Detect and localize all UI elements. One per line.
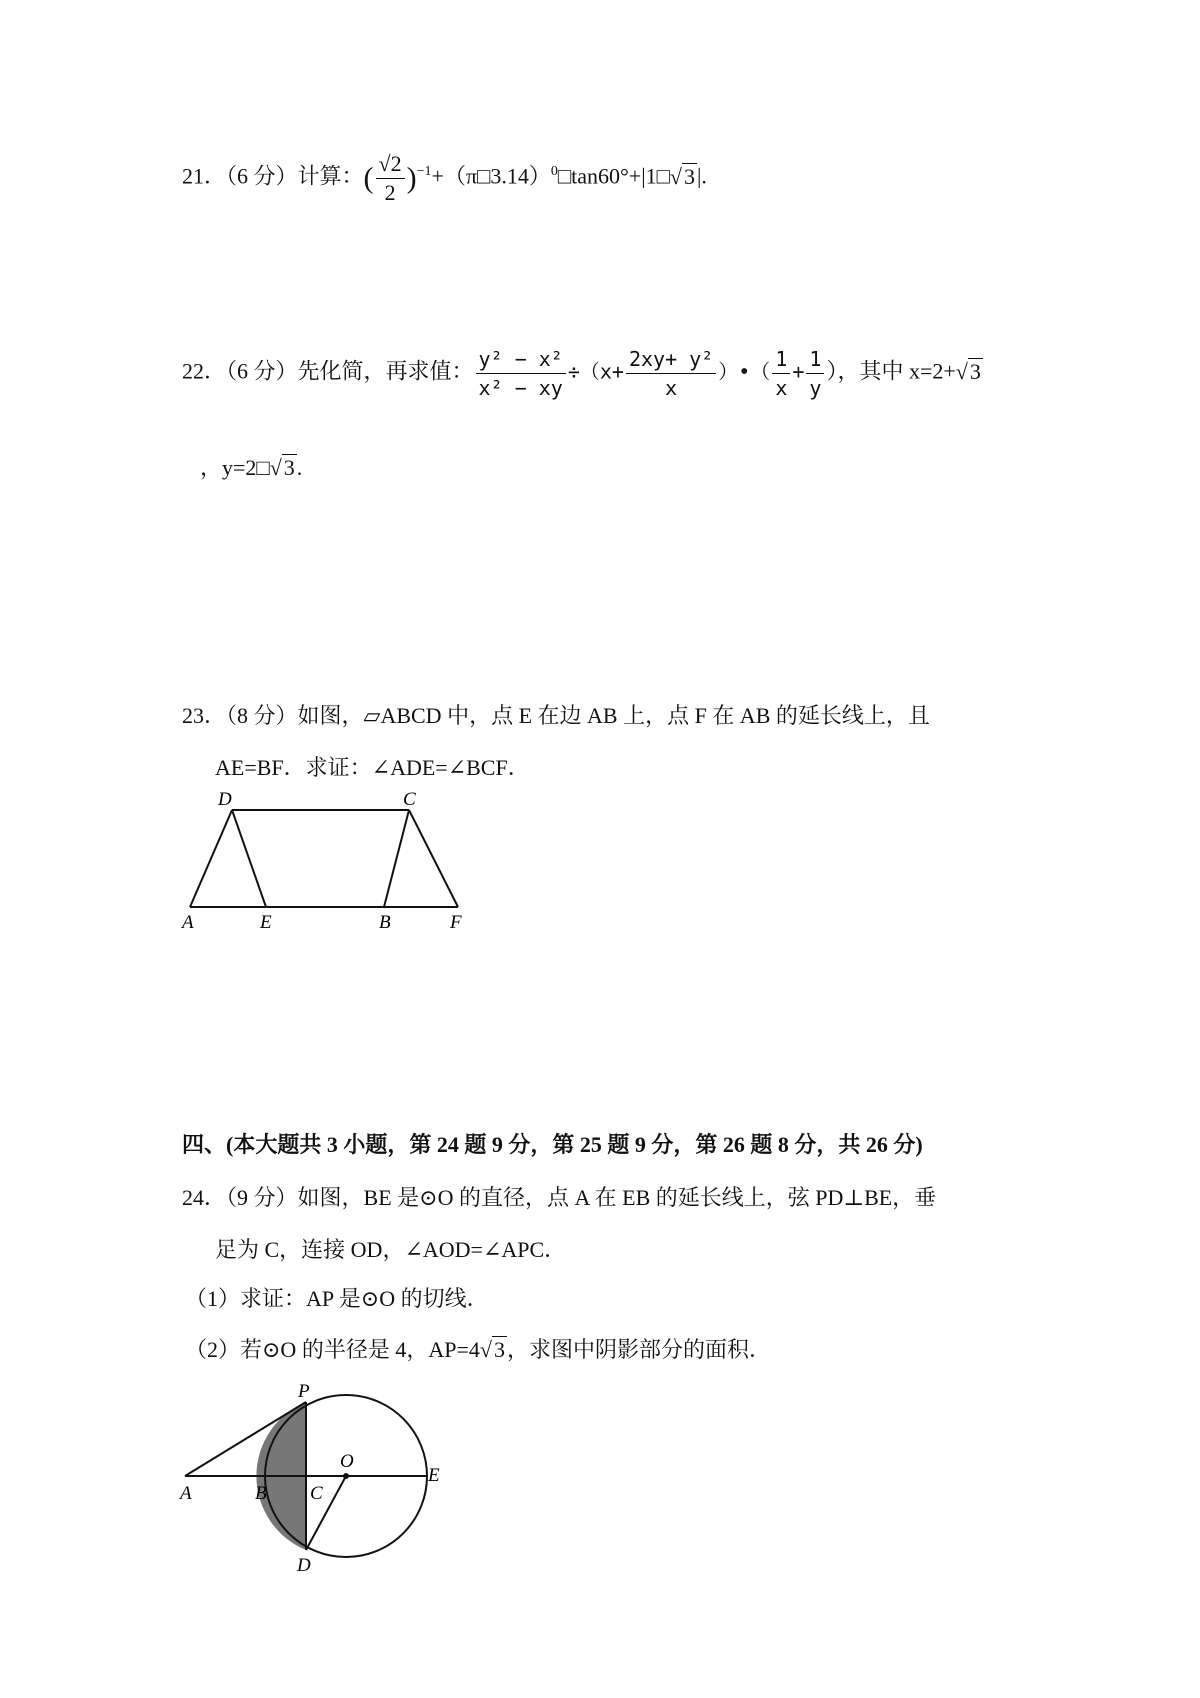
center-point	[343, 1473, 349, 1479]
question-24-line-1	[182, 1180, 936, 1216]
q24-number: 24．	[182, 1185, 227, 1210]
question-24-part-1	[185, 1281, 489, 1317]
q23-score: （8 分）	[226, 703, 298, 728]
question-24-part-2	[185, 1332, 771, 1368]
q21-term3: □tan60°+|1□	[557, 163, 670, 189]
q21-sqrt-radicand: 3	[683, 163, 695, 189]
label-a: A	[182, 912, 194, 933]
segment-da	[190, 810, 232, 907]
q22-x-sqrt-radicand: 3	[969, 358, 981, 384]
q23-number: 23．	[182, 703, 227, 728]
label-b: B	[379, 912, 391, 933]
q22-f3-den: x	[775, 376, 788, 400]
q21-open-paren: (	[363, 161, 374, 195]
q21-exponent-0: 0	[550, 164, 558, 180]
q24-score: （9 分）	[226, 1185, 298, 1210]
q21-term2: +（π□3.14）	[431, 163, 551, 189]
q22-fraction-4	[806, 345, 824, 402]
q22-f3-num: 1	[772, 345, 790, 374]
q21-frac-num: √2	[376, 150, 405, 179]
question-23-line-2	[215, 750, 530, 786]
q22-div: ÷（x+	[567, 359, 624, 384]
q21-sqrt: √3	[669, 163, 695, 189]
label-e: E	[260, 912, 272, 933]
q22-f2-num: 2xy+ y²	[626, 345, 716, 374]
question-21	[182, 150, 707, 207]
q22-fraction-1	[476, 345, 566, 402]
q23-line1: 如图，▱ABCD 中，点 E 在边 AB 上，点 F 在 AB 的延长线上，且	[297, 703, 930, 728]
label-d2: D	[297, 1555, 311, 1576]
q24-sqrt: √3	[479, 1337, 505, 1362]
question-22-line-2	[200, 450, 302, 486]
q21-exponent: −1	[416, 164, 432, 180]
label-p: P	[298, 1381, 310, 1402]
q21-fraction	[376, 150, 405, 207]
q21-frac-den: 2	[384, 180, 396, 205]
q22-fraction-3	[772, 345, 790, 402]
q22-f1-den: x² − xy	[478, 376, 563, 400]
q24-part2-a: （2）若⊙O 的半径是 4，AP=4	[185, 1337, 480, 1362]
q21-close-paren: )	[406, 161, 417, 195]
label-o: O	[340, 1451, 354, 1472]
segment-de	[232, 810, 266, 907]
q24-line1: 如图，BE 是⊙O 的直径，点 A 在 EB 的延长线上，弦 PD⊥BE，垂	[297, 1185, 937, 1210]
label-c2: C	[310, 1483, 323, 1504]
q24-sqrt-radicand: 3	[493, 1337, 505, 1362]
question-23-line-1	[182, 698, 930, 734]
q21-number: 21．	[182, 163, 227, 189]
q22-lead: 先化简，再求值：	[297, 358, 474, 384]
q22-mul: ）•（	[718, 359, 771, 384]
label-c: C	[403, 789, 416, 810]
q22-line2: ，y=2□	[200, 455, 270, 480]
q22-y-sqrt: √3	[269, 455, 295, 480]
parallelogram-figure	[180, 789, 480, 933]
q22-close: ），其中 x=2+	[826, 358, 956, 384]
question-22	[182, 345, 983, 402]
q21-score: （6 分）	[226, 163, 298, 189]
label-b2: B	[255, 1483, 267, 1504]
q22-fraction-2	[626, 345, 716, 402]
q22-score: （6 分）	[226, 358, 298, 384]
q22-y-sqrt-radicand: 3	[283, 455, 295, 480]
label-d: D	[218, 789, 232, 810]
q22-f4-num: 1	[806, 345, 824, 374]
q21-lead: 计算：	[297, 163, 364, 189]
q22-f4-den: y	[809, 376, 822, 400]
q24-line2: 足为 C，连接 OD，∠AOD=∠APC．	[215, 1237, 567, 1262]
q22-f1-num: y² − x²	[476, 345, 566, 374]
q24-part2-b: ，求图中阴影部分的面积．	[506, 1337, 771, 1362]
q22-line2-end: .	[296, 455, 303, 480]
q24-part1: （1）求证：AP 是⊙O 的切线．	[185, 1286, 489, 1311]
q22-x-sqrt: √3	[955, 358, 981, 384]
q22-plus: +	[792, 359, 805, 384]
circle-figure	[180, 1375, 440, 1575]
label-e2: E	[428, 1465, 440, 1486]
q21-end: |.	[696, 163, 707, 189]
section-4-title: 四、(本大题共 3 小题，第 24 题 9 分，第 25 题 9 分，第 26 题 8 分，共 26 分)	[182, 1132, 923, 1157]
label-f: F	[450, 912, 462, 933]
question-24-line-2	[215, 1232, 566, 1268]
segment-cf	[409, 810, 458, 907]
label-a2: A	[180, 1483, 192, 1504]
q23-line2: AE=BF．求证：∠ADE=∠BCF．	[215, 755, 530, 780]
q22-f2-den: x	[665, 376, 678, 400]
q22-number: 22．	[182, 358, 227, 384]
segment-cb	[384, 810, 409, 907]
